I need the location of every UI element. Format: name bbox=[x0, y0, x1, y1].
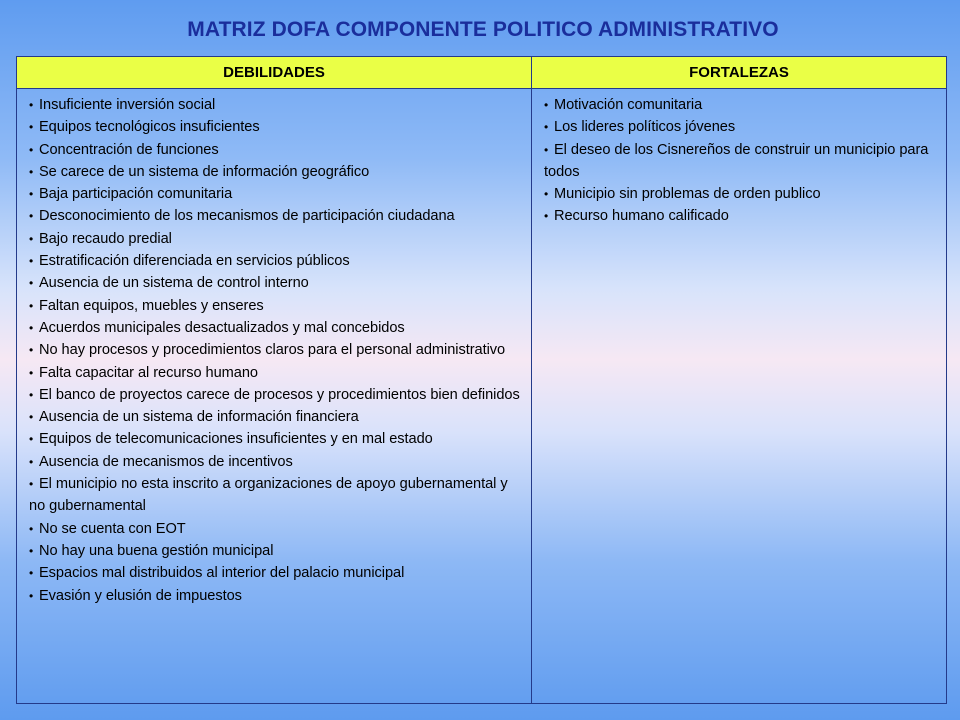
list-item bbox=[29, 585, 525, 607]
list-item bbox=[29, 518, 525, 540]
list-item-text: Faltan equipos, muebles y enseres bbox=[39, 297, 264, 314]
list-item-text: El municipio no esta inscrito a organizaciones de apoyo gubernamental y no gubernamental bbox=[29, 476, 508, 515]
list-item bbox=[544, 183, 940, 205]
list-item-text: Ausencia de un sistema de control interno bbox=[39, 275, 309, 292]
bullet-icon: • bbox=[544, 120, 549, 135]
bullet-icon: • bbox=[29, 120, 34, 135]
list-item-text: Falta capacitar al recurso humano bbox=[39, 364, 258, 381]
list-item-text: Baja participación comunitaria bbox=[39, 186, 233, 203]
bullet-icon: • bbox=[29, 254, 34, 269]
list-item bbox=[29, 161, 525, 183]
list-item-text: No hay procesos y procedimientos claros para el personal administrativo bbox=[39, 342, 506, 359]
bullet-icon: • bbox=[544, 209, 549, 224]
bullet-icon: • bbox=[29, 521, 34, 536]
bullet-icon: • bbox=[29, 387, 34, 402]
list-item-text: Ausencia de mecanismos de incentivos bbox=[39, 453, 293, 470]
bullet-icon: • bbox=[29, 343, 34, 358]
list-item bbox=[544, 94, 940, 116]
bullet-icon: • bbox=[29, 164, 34, 179]
list-item bbox=[29, 540, 525, 562]
bullet-icon: • bbox=[29, 209, 34, 224]
list-item-text: Motivación comunitaria bbox=[554, 97, 703, 113]
bullet-icon: • bbox=[29, 432, 34, 447]
list-item-text: Recurso humano calificado bbox=[554, 208, 729, 225]
list-item bbox=[29, 228, 525, 250]
list-item-text: Equipos tecnológicos insuficientes bbox=[39, 119, 260, 136]
list-item bbox=[544, 205, 940, 227]
list-item bbox=[29, 406, 525, 428]
list-item-text: Ausencia de un sistema de información financiera bbox=[39, 409, 359, 426]
list-item-text: Municipio sin problemas de orden publico bbox=[554, 186, 821, 203]
bullet-icon: • bbox=[29, 320, 34, 335]
list-item bbox=[29, 272, 525, 294]
list-item bbox=[29, 139, 525, 161]
list-item bbox=[29, 362, 525, 384]
bullet-icon: • bbox=[29, 276, 34, 291]
list-item-text: Bajo recaudo predial bbox=[39, 230, 172, 247]
list-item-text: Insuficiente inversión social bbox=[39, 97, 216, 113]
bullet-icon: • bbox=[544, 98, 549, 112]
bullet-icon: • bbox=[29, 543, 34, 558]
list-item bbox=[29, 317, 525, 339]
bullet-icon: • bbox=[29, 98, 34, 112]
list-item-text: Equipos de telecomunicaciones insuficientes y en mal estado bbox=[39, 431, 433, 448]
list-item-text: El banco de proyectos carece de procesos y procedimientos bien definidos bbox=[39, 386, 520, 403]
debilidades-list bbox=[29, 94, 525, 607]
list-item bbox=[29, 339, 525, 361]
list-item-text: Concentración de funciones bbox=[39, 141, 219, 158]
fortalezas-list bbox=[544, 94, 940, 228]
list-item bbox=[29, 94, 525, 116]
fortalezas-header: FORTALEZAS bbox=[532, 57, 947, 89]
bullet-icon: • bbox=[29, 365, 34, 380]
list-item bbox=[544, 116, 940, 138]
content-row bbox=[17, 89, 947, 704]
list-item bbox=[29, 562, 525, 584]
list-item-text: No hay una buena gestión municipal bbox=[39, 542, 274, 559]
bullet-icon: • bbox=[544, 187, 549, 202]
list-item-text: Estratificación diferenciada en servicios públicos bbox=[39, 253, 350, 270]
bullet-icon: • bbox=[29, 142, 34, 157]
list-item-text: Acuerdos municipales desactualizados y mal concebidos bbox=[39, 319, 405, 336]
bullet-icon: • bbox=[29, 454, 34, 469]
header-row bbox=[17, 57, 947, 89]
debilidades-header: DEBILIDADES bbox=[17, 57, 532, 89]
list-item-text: Se carece de un sistema de información geográfico bbox=[39, 163, 370, 180]
bullet-icon: • bbox=[29, 588, 34, 603]
debilidades-cell bbox=[17, 89, 532, 704]
list-item-text: Los lideres políticos jóvenes bbox=[554, 119, 736, 136]
list-item bbox=[29, 473, 525, 518]
list-item-text: Evasión y elusión de impuestos bbox=[39, 587, 242, 604]
list-item bbox=[29, 116, 525, 138]
list-item bbox=[29, 205, 525, 227]
bullet-icon: • bbox=[29, 566, 34, 581]
list-item bbox=[29, 428, 525, 450]
list-item bbox=[29, 295, 525, 317]
list-item bbox=[544, 139, 940, 184]
bullet-icon: • bbox=[544, 142, 549, 157]
list-item bbox=[29, 250, 525, 272]
bullet-icon: • bbox=[29, 298, 34, 313]
list-item-text: El deseo de los Cisnereños de construir un municipio para todos bbox=[544, 141, 929, 180]
list-item-text: No se cuenta con EOT bbox=[39, 520, 186, 537]
bullet-icon: • bbox=[29, 410, 34, 425]
bullet-icon: • bbox=[29, 187, 34, 202]
list-item bbox=[29, 451, 525, 473]
list-item bbox=[29, 384, 525, 406]
list-item-text: Espacios mal distribuidos al interior del palacio municipal bbox=[39, 565, 405, 582]
page-title: MATRIZ DOFA COMPONENTE POLITICO ADMINISTRATIVO bbox=[187, 18, 779, 41]
dofa-matrix-table bbox=[16, 56, 947, 704]
bullet-icon: • bbox=[29, 231, 34, 246]
list-item-text: Desconocimiento de los mecanismos de participación ciudadana bbox=[39, 208, 455, 225]
fortalezas-cell bbox=[532, 89, 947, 704]
bullet-icon: • bbox=[29, 477, 34, 492]
list-item bbox=[29, 183, 525, 205]
